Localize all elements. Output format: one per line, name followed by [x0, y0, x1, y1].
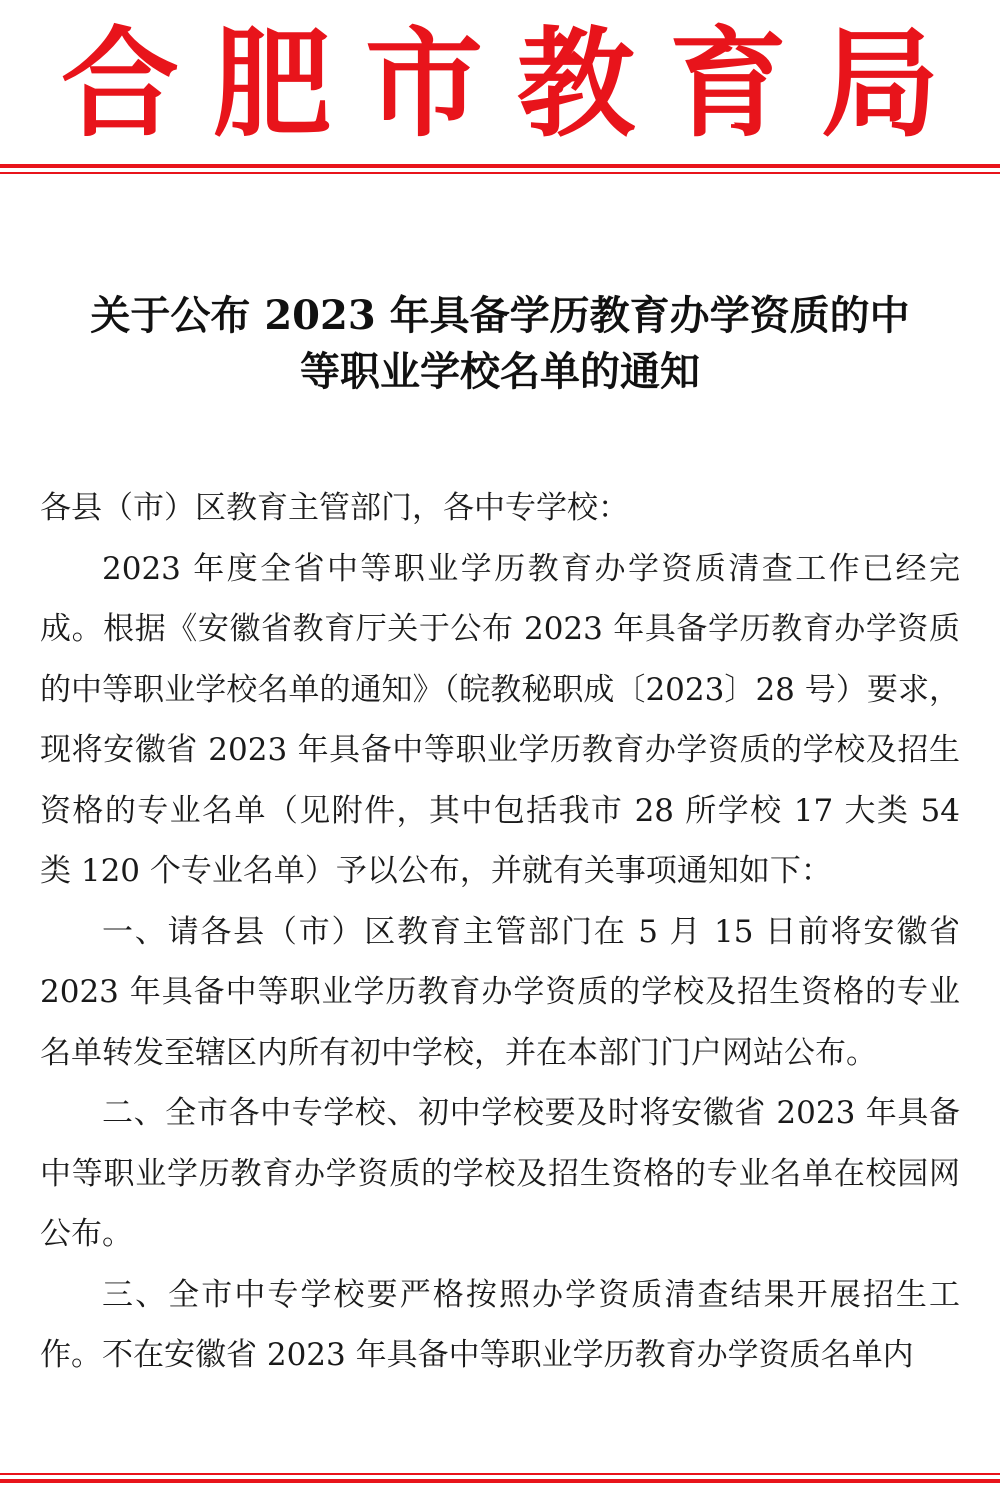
- body-paragraph-intro: 2023 年度全省中等职业学历教育办学资质清查工作已经完成。根据《安徽省教育厅关于公布 2023 年具备学历教育办学资质的中等职业学校名单的通知》（皖教秘职成〔2023〕28 号）要求，现将安徽省 2023 年具备中等职业学历教育办学资质的学校及招生资格的专业名单（见附件，其中包括我市 28 所学校 17 大类 54 类 120 个专业名单）予以公布，并就有关事项通知如下：: [40, 550, 960, 889]
- body-paragraph-item-2: 二、全市各中专学校、初中学校要及时将安徽省 2023 年具备中等职业学历教育办学资质的学校及招生资格的专业名单在校园网公布。: [40, 1095, 960, 1252]
- salutation: 各县（市）区教育主管部门，各中专学校：: [40, 490, 629, 526]
- document-title: [40, 288, 960, 400]
- document-title-line-2: 等职业学校名单的通知: [300, 348, 700, 395]
- header-divider-thick: [0, 164, 1000, 168]
- body-paragraph-item-3: 三、全市中专学校要严格按照办学资质清查结果开展招生工作。不在安徽省 2023 年具备中等职业学历教育办学资质名单内: [40, 1276, 960, 1373]
- document-title-line-1: 关于公布 2023 年具备学历教育办学资质的中: [90, 292, 910, 339]
- document-body: [40, 478, 960, 1386]
- footer-divider-thin: [0, 1473, 1000, 1475]
- footer-divider-thick: [0, 1479, 1000, 1483]
- issuer-masthead: 合肥市教育局: [60, 14, 973, 153]
- body-paragraph-item-1: 一、请各县（市）区教育主管部门在 5 月 15 日前将安徽省 2023 年具备中等职业学历教育办学资质的学校及招生资格的专业名单转发至辖区内所有初中学校，并在本部门门户网站公布。: [40, 913, 960, 1071]
- header-divider-thin: [0, 172, 1000, 174]
